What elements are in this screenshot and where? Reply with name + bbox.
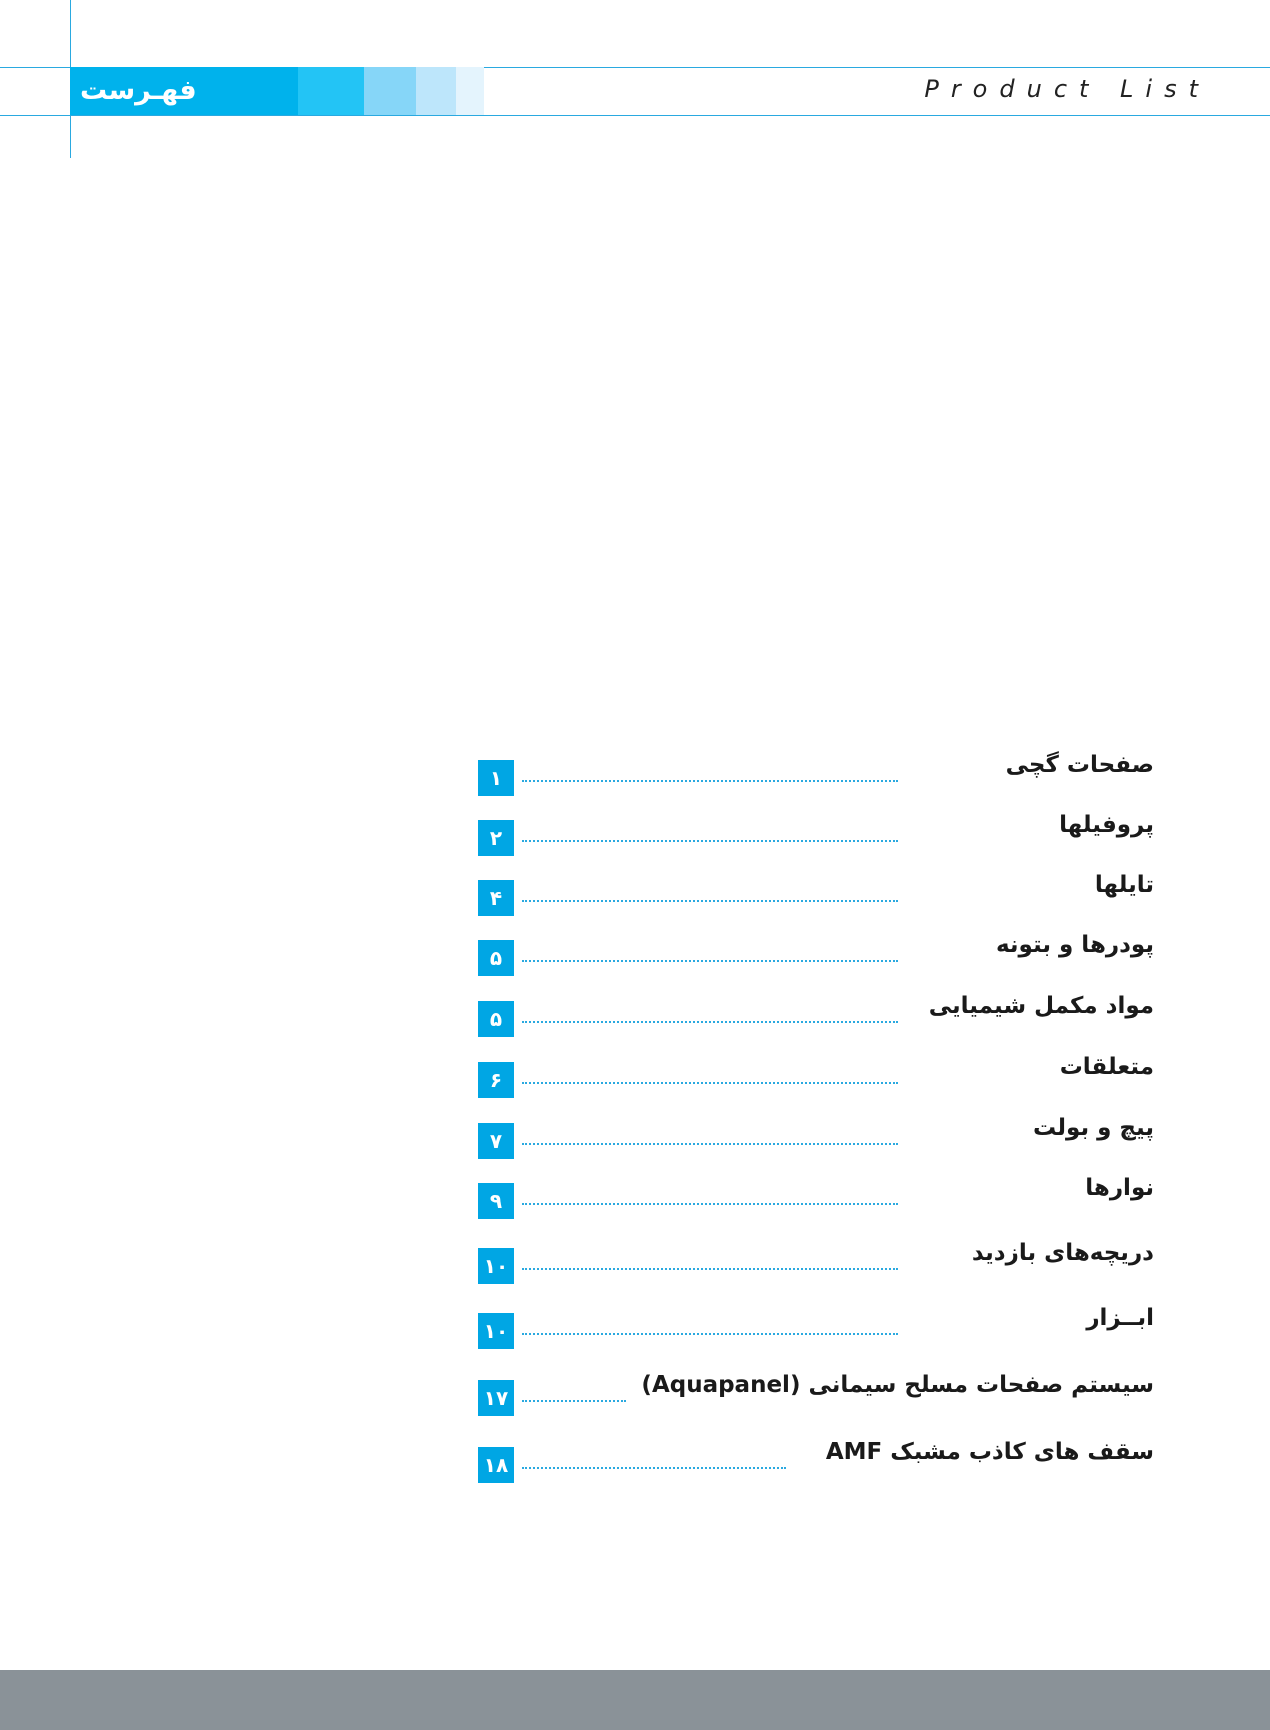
toc-item[interactable] <box>478 1115 1154 1163</box>
footer-bar <box>0 1670 1270 1730</box>
toc-page-badge: ۱ <box>478 760 514 796</box>
toc-item[interactable] <box>478 1305 1154 1353</box>
toc-leader-dots <box>522 1143 898 1145</box>
toc-item[interactable] <box>478 1054 1154 1102</box>
toc-leader-dots <box>522 1268 898 1270</box>
toc-page-badge: ۴ <box>478 880 514 916</box>
header-title-en: Product List <box>924 75 1210 103</box>
toc-leader-dots <box>522 1467 786 1469</box>
toc-leader-dots <box>522 1021 898 1023</box>
toc-item[interactable] <box>478 752 1154 800</box>
toc-page-badge: ۱۰ <box>478 1313 514 1349</box>
toc-item[interactable] <box>478 993 1154 1041</box>
toc-page-badge: ۶ <box>478 1062 514 1098</box>
toc-leader-dots <box>522 960 898 962</box>
toc-item-label: صفحات گچی <box>1005 752 1154 778</box>
toc-item-label: پودرها و بتونه <box>995 932 1154 958</box>
toc-item-label: دریچه‌های بازدید <box>971 1240 1154 1266</box>
toc-item-label: متعلقات <box>1059 1054 1154 1080</box>
toc-page-badge: ۱۷ <box>478 1380 514 1416</box>
toc-item-label: سیستم صفحات مسلح سیمانی (Aquapanel) <box>641 1372 1154 1398</box>
header-title-fa: فهـرست <box>70 67 298 115</box>
toc-item[interactable] <box>478 932 1154 980</box>
toc-page-badge: ۷ <box>478 1123 514 1159</box>
header-band-1 <box>298 67 364 115</box>
toc-leader-dots <box>522 1333 898 1335</box>
toc-leader-dots <box>522 1400 626 1402</box>
toc-item-label: ابــزار <box>1086 1305 1154 1331</box>
toc-item-label: پیچ و بولت <box>1033 1115 1154 1141</box>
toc-page-badge: ۹ <box>478 1183 514 1219</box>
header-band-3 <box>416 67 456 115</box>
toc-item-label: پروفیلها <box>1059 812 1154 838</box>
toc-item-label: نوارها <box>1085 1175 1154 1201</box>
toc-page-badge: ۱۰ <box>478 1248 514 1284</box>
toc-leader-dots <box>522 1082 898 1084</box>
toc-item[interactable] <box>478 1439 1154 1487</box>
toc-page-badge: ۵ <box>478 1001 514 1037</box>
toc-item[interactable] <box>478 812 1154 860</box>
toc-leader-dots <box>522 840 898 842</box>
toc-item[interactable] <box>478 872 1154 920</box>
toc-leader-dots <box>522 1203 898 1205</box>
toc-item-label: مواد مکمل شیمیایی <box>928 993 1154 1019</box>
toc-leader-dots <box>522 780 898 782</box>
toc-page-badge: ۵ <box>478 940 514 976</box>
toc-leader-dots <box>522 900 898 902</box>
header-band-2 <box>364 67 416 115</box>
toc-item-label: تایلها <box>1094 872 1154 898</box>
toc-page-badge: ۲ <box>478 820 514 856</box>
toc-item[interactable] <box>478 1372 1154 1420</box>
header-bottom-rule <box>0 115 1270 116</box>
toc-item-label: سقف های کاذب مشبک AMF <box>825 1439 1154 1465</box>
toc-page-badge: ۱۸ <box>478 1447 514 1483</box>
toc-item[interactable] <box>478 1240 1154 1288</box>
header-band-4 <box>456 67 484 115</box>
toc-item[interactable] <box>478 1175 1154 1223</box>
